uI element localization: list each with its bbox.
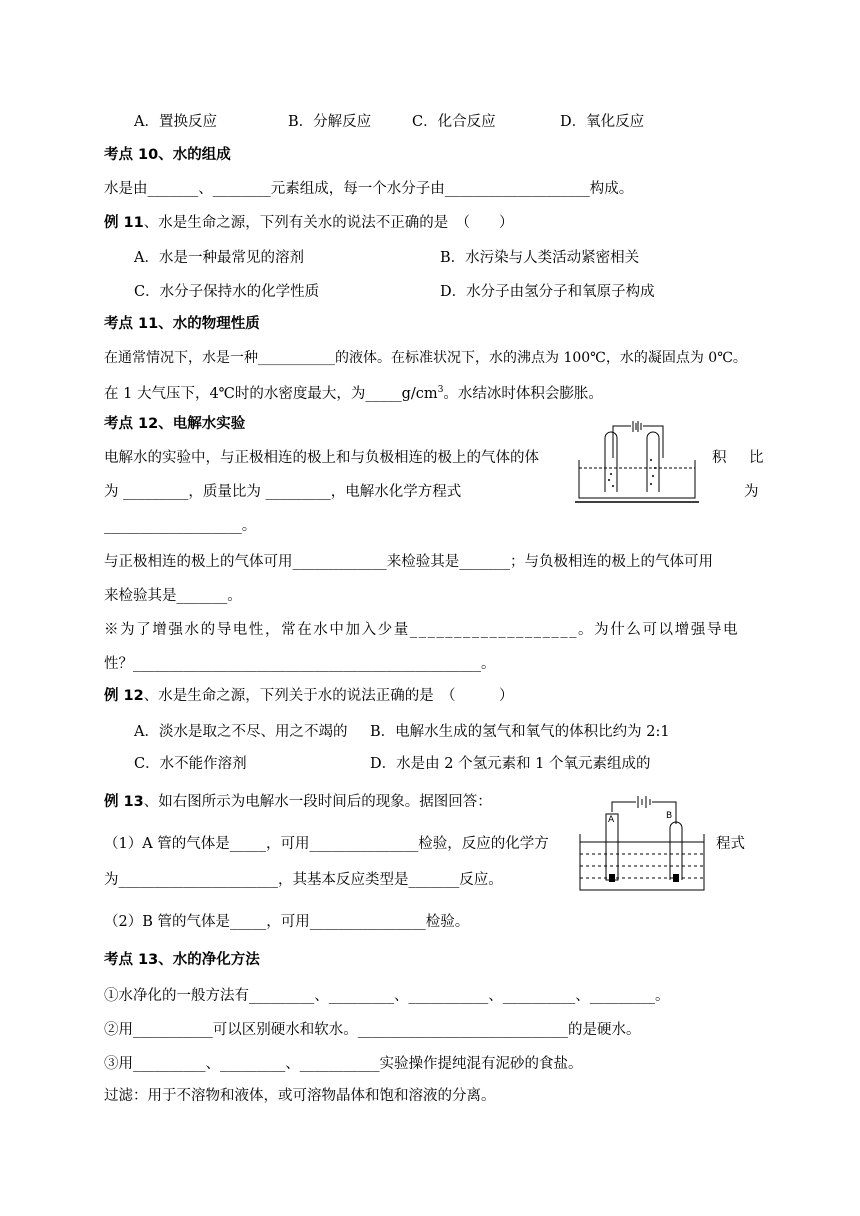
tube-a-label: A xyxy=(608,815,615,825)
option-a: A．置换反应 xyxy=(134,114,217,130)
k11-line2 xyxy=(104,380,603,404)
ex12-option-d: D．水是由 2 个氢元素和 1 个氧元素组成的 xyxy=(370,756,651,772)
ex11-option-a: A．水是一种最常见的溶剂 xyxy=(134,250,304,266)
ex12-option-c: C．水不能作溶剂 xyxy=(134,756,247,772)
section-title-k10: 考点 10、水的组成 xyxy=(104,147,231,163)
example-12 xyxy=(104,686,513,706)
k12-l5: 来检验其是_______。 xyxy=(104,588,242,604)
ex13-q1-right: 程式 xyxy=(716,836,745,852)
k12-l3: ___________________。 xyxy=(104,518,257,534)
k12-l6: ※为了增强水的导电性，常在水中加入少量___________________。为什么可以增强导电 xyxy=(104,622,740,638)
k10-text: 水是由_______、________元素组成，每一个水分子由____________________构成。 xyxy=(104,181,634,197)
option-b: B．分解反应 xyxy=(288,114,372,130)
ex12-option-a: A．淡水是取之不尽、用之不竭的 xyxy=(134,724,348,740)
k12-l1-right: 积 比 xyxy=(712,450,768,466)
k12-l2: 为 _________，质量比为 _________，电解水化学方程式 xyxy=(104,484,462,500)
section-title-k11: 考点 11、水的物理性质 xyxy=(104,316,260,332)
k12-l1: 电解水的实验中，与正极相连的极上和与负极相连的极上的气体的体 xyxy=(104,450,539,466)
tube-b-label: B xyxy=(666,811,673,821)
ex13-q1b: 为______________________，其基本反应类型是_______反应。 xyxy=(104,872,503,888)
example-label: 例 11 xyxy=(104,215,144,231)
ex11-option-b: B．水污染与人类活动紧密相关 xyxy=(440,250,640,266)
electrolysis-tubes-figure xyxy=(578,794,706,894)
electrolysis-apparatus-figure xyxy=(575,418,699,504)
option-d: D．氧化反应 xyxy=(560,114,645,130)
example-11 xyxy=(104,213,513,233)
k12-l7: 性？________________________________________________。 xyxy=(104,656,496,672)
example-stem: 、水是生命之源，下列关于水的说法正确的是 （ ） xyxy=(143,688,514,704)
section-title-k13: 考点 13、水的净化方法 xyxy=(104,952,260,968)
k13-l1: ①水净化的一般方法有_________、_________、___________、__________、_________。 xyxy=(104,988,670,1004)
example-stem: 、水是生命之源，下列有关水的说法不正确的是 （ ） xyxy=(143,215,514,231)
section-title-k12: 考点 12、电解水实验 xyxy=(104,416,246,432)
example-label: 例 13 xyxy=(104,794,144,810)
k12-l2-right: 为 xyxy=(744,484,759,500)
ex13-q2: （2）B 管的气体是_____，可用________________检验。 xyxy=(104,914,470,930)
k13-l2: ②用___________可以区别硬水和软水。_____________________________的是硬水。 xyxy=(104,1022,641,1038)
option-c: C．化合反应 xyxy=(412,114,496,130)
k11-line2-tail: 。水结冰时体积会膨胀。 xyxy=(443,385,603,402)
ex11-option-d: D．水分子由氢分子和氧原子构成 xyxy=(440,284,655,300)
k13-l4: 过滤：用于不溶物和液体，或可溶物晶体和饱和溶液的分离。 xyxy=(104,1088,496,1104)
ex11-option-c: C．水分子保持水的化学性质 xyxy=(134,284,320,300)
example-label: 例 12 xyxy=(104,688,144,704)
k11-line2-text: 在 1 大气压下，4℃时的水密度最大，为_____g/cm xyxy=(104,385,438,402)
example-stem: 、如右图所示为电解水一段时间后的现象。据图回答： xyxy=(143,794,492,810)
k11-line2-sup: 3 xyxy=(437,385,444,395)
k11-line1: 在通常情况下，水是一种___________的液体。在标准状况下，水的沸点为 100℃，水的凝固点为 0℃。 xyxy=(104,350,747,366)
example-13 xyxy=(104,792,492,812)
ex13-q1a: （1）A 管的气体是_____，可用_______________检验，反应的化学方 xyxy=(104,836,549,852)
k13-l3: ③用__________、_________、___________实验操作提纯混有泥砂的食盐。 xyxy=(104,1056,583,1072)
ex12-option-b: B．电解水生成的氢气和氧气的体积比约为 2:1 xyxy=(370,724,670,740)
k12-l4: 与正极相连的极上的气体可用_____________来检验其是_______；与负极相连的极上的气体可用 xyxy=(104,554,713,570)
